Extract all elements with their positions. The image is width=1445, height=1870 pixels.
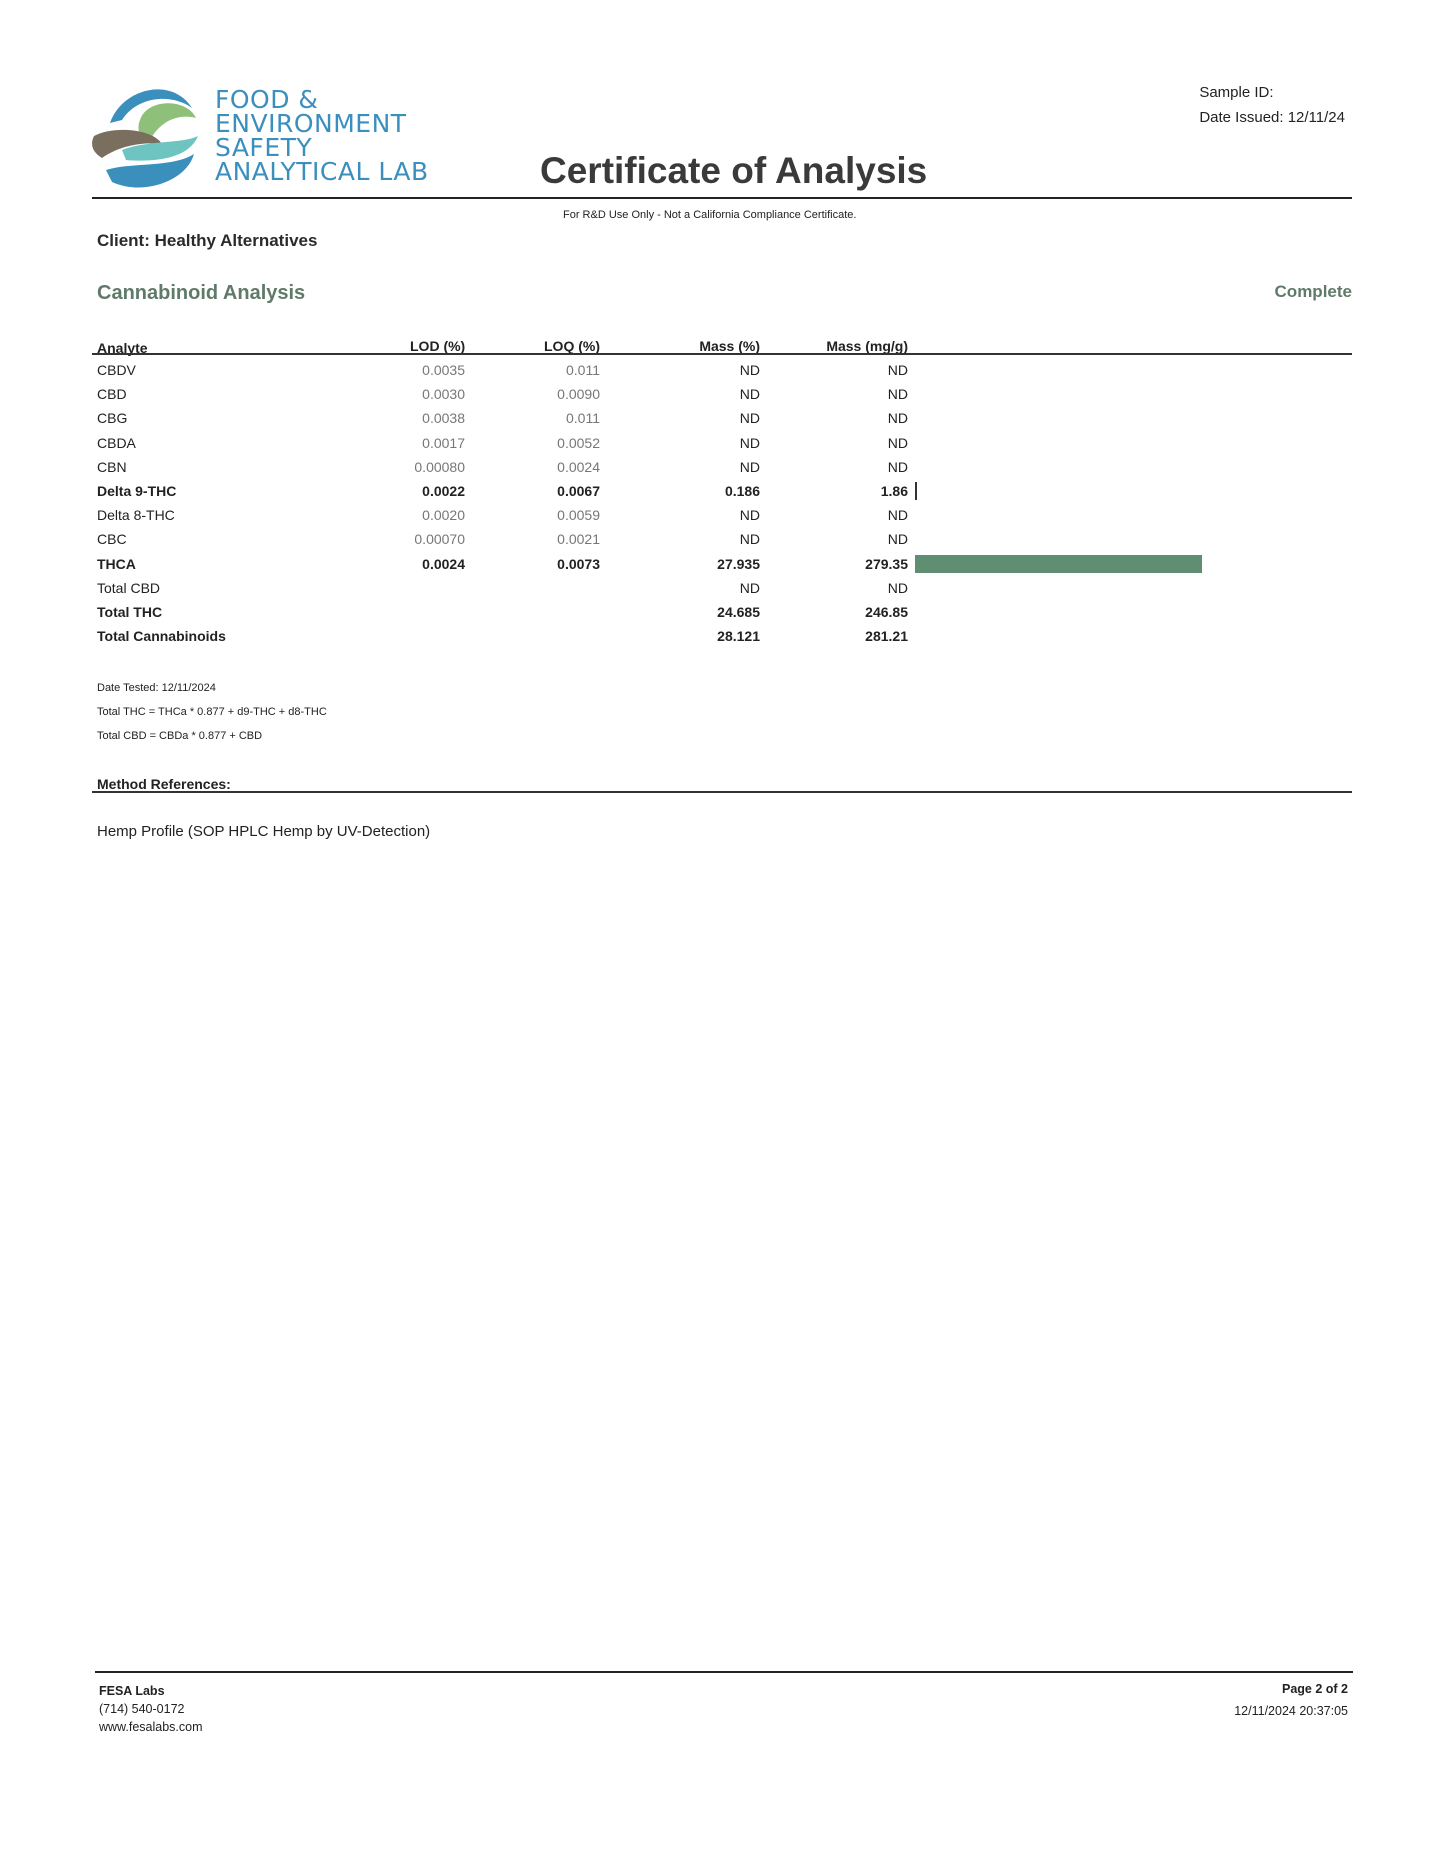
column-header-analyte: Analyte [97, 340, 148, 356]
mass-pct-cell: 27.935 [717, 555, 760, 572]
lod-cell: 0.0024 [422, 555, 465, 572]
analyte-cell: Delta 9-THC [97, 483, 177, 499]
logo-line: FOOD & [215, 85, 319, 114]
lod-cell: 0.0020 [422, 507, 465, 524]
mass-mg-cell: 279.35 [865, 555, 908, 572]
mass-pct-cell: ND [739, 386, 760, 403]
footer-phone: (714) 540-0172 [99, 1702, 185, 1716]
logo-line: ENVIRONMENT [215, 109, 407, 138]
mass-mg-cell: 281.21 [865, 628, 908, 645]
footer-company: FESA Labs [99, 1684, 165, 1698]
sample-info [1199, 80, 1345, 130]
mass-pct-cell: ND [739, 458, 760, 475]
mass-pct-cell: ND [739, 507, 760, 524]
analyte-cell: Total Cannabinoids [97, 628, 226, 645]
mass-bar [915, 555, 1202, 573]
mass-pct-cell: ND [739, 410, 760, 427]
client-name: Client: Healthy Alternatives [97, 231, 318, 250]
mass-mg-cell: ND [887, 507, 908, 524]
header-divider [92, 197, 1352, 199]
analyte-cell: CBDV [97, 362, 136, 378]
disclaimer: For R&D Use Only - Not a California Compliance Certificate. [563, 209, 857, 221]
date-issued: Date Issued: 12/11/24 [1199, 109, 1345, 126]
column-header-loq: LOQ (%) [544, 338, 600, 354]
column-header-mass-mg: Mass (mg/g) [826, 338, 908, 354]
footer-meta [1234, 1678, 1348, 1722]
mass-mg-cell: 1.86 [880, 483, 908, 499]
method-references-label: Method References: [97, 776, 231, 792]
mass-pct-cell: ND [739, 579, 760, 596]
fesa-logo-icon [92, 78, 202, 196]
footer-website: www.fesalabs.com [99, 1720, 203, 1734]
method-reference: Hemp Profile (SOP HPLC Hemp by UV-Detection) [97, 823, 431, 840]
methods-divider [92, 791, 1352, 793]
analyte-cell: CBDA [97, 434, 136, 451]
lod-cell: 0.0030 [422, 386, 465, 403]
loq-cell: 0.011 [566, 362, 600, 378]
mass-mg-cell: ND [887, 410, 908, 427]
total-cbd-formula: Total CBD = CBDa * 0.877 + CBD [97, 730, 263, 742]
loq-cell: 0.0090 [557, 386, 600, 403]
analyte-cell: CBG [97, 410, 128, 427]
lod-cell: 0.0022 [422, 483, 465, 499]
loq-cell: 0.011 [566, 410, 600, 427]
logo-wordmark [215, 85, 429, 186]
footer-divider [95, 1671, 1353, 1673]
lod-cell: 0.0017 [422, 434, 465, 451]
column-header-mass-pct: Mass (%) [699, 338, 760, 354]
total-thc-formula: Total THC = THCa * 0.877 + d9-THC + d8-THC [97, 706, 327, 718]
loq-cell: 0.0021 [557, 531, 600, 548]
footer-contact [99, 1682, 203, 1736]
analyte-cell: Total THC [97, 604, 163, 620]
mass-pct-cell: 0.186 [724, 483, 760, 499]
mass-mg-cell: ND [887, 579, 908, 596]
logo-line: SAFETY [215, 133, 313, 162]
mass-mg-cell: ND [887, 362, 908, 378]
lod-cell: 0.0035 [422, 362, 465, 378]
sample-id-label: Sample ID: [1199, 84, 1274, 101]
mass-pct-cell: 24.685 [717, 604, 760, 620]
analyte-cell: Total CBD [97, 579, 161, 596]
mass-bar [915, 482, 917, 500]
table-header-divider [92, 353, 1352, 355]
mass-mg-cell: 246.85 [865, 604, 908, 620]
mass-pct-cell: ND [739, 434, 760, 451]
mass-mg-cell: ND [887, 386, 908, 403]
analyte-cell: Delta 8-THC [97, 507, 175, 524]
mass-mg-cell: ND [887, 458, 908, 475]
lod-cell: 0.00070 [414, 531, 465, 548]
loq-cell: 0.0073 [557, 555, 600, 572]
lod-cell: 0.0038 [422, 410, 465, 427]
status-label: Complete [1274, 282, 1352, 301]
section-title: Cannabinoid Analysis [97, 282, 306, 304]
mass-pct-cell: ND [739, 531, 760, 548]
analyte-cell: THCA [97, 555, 136, 572]
loq-cell: 0.0052 [557, 434, 600, 451]
mass-mg-cell: ND [887, 531, 908, 548]
page-number: Page 2 of 2 [1282, 1682, 1348, 1696]
logo-line: ANALYTICAL LAB [215, 157, 429, 186]
analyte-cell: CBC [97, 531, 127, 548]
loq-cell: 0.0059 [557, 507, 600, 524]
mass-mg-cell: ND [887, 434, 908, 451]
page-title: Certificate of Analysis [540, 150, 928, 191]
loq-cell: 0.0024 [557, 458, 600, 475]
loq-cell: 0.0067 [557, 483, 600, 499]
mass-pct-cell: 28.121 [717, 628, 760, 645]
mass-pct-cell: ND [739, 362, 760, 378]
print-timestamp: 12/11/2024 20:37:05 [1234, 1704, 1348, 1718]
date-tested-note: Date Tested: 12/11/2024 [97, 682, 216, 694]
analyte-cell: CBN [97, 458, 127, 475]
lod-cell: 0.00080 [414, 458, 465, 475]
analyte-cell: CBD [97, 386, 127, 403]
column-header-lod: LOD (%) [410, 338, 466, 354]
